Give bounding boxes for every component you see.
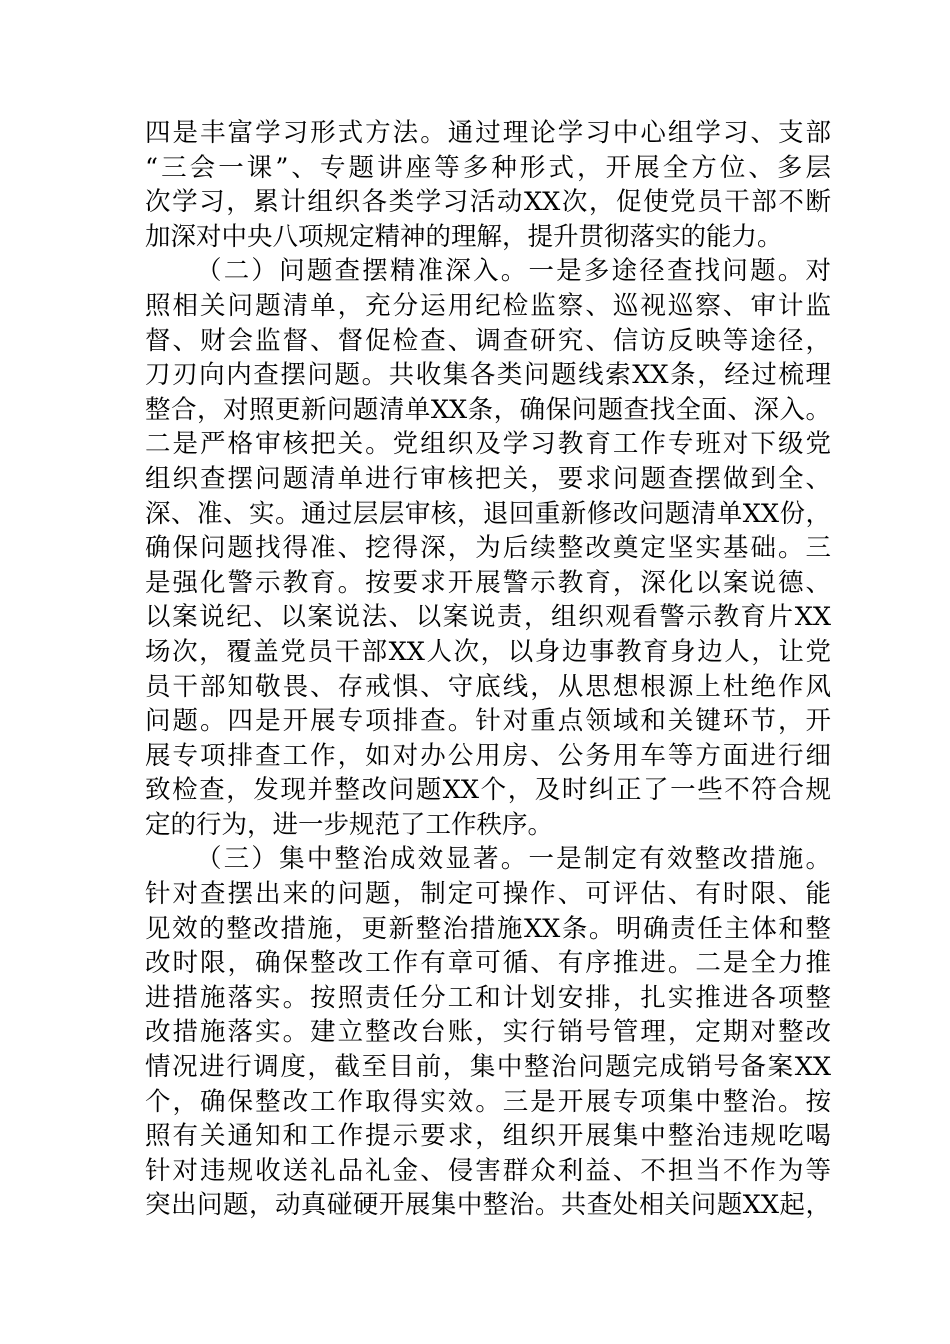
text-line: 整合，对照更新问题清单XX条，确保问题查找全面、深入。 (145, 394, 831, 425)
text-line: 情况进行调度，截至目前，集中整治问题完成销号备案XX (145, 1052, 831, 1083)
text-line: 见效的整改措施，更新整治措施XX条。明确责任主体和整 (145, 913, 831, 944)
text-line: 改时限，确保整改工作有章可循、有序推进。二是全力推 (145, 948, 831, 979)
text-line: 改措施落实。建立整改台账，实行销号管理，定期对整改 (145, 1017, 831, 1048)
text-line: 确保问题找得准、挖得深，为后续整改奠定坚实基础。三 (145, 533, 831, 564)
text-line: （三）集中整治成效显著。一是制定有效整改措施。 (196, 844, 831, 875)
text-line: 刀刃向内查摆问题。共收集各类问题线索XX条，经过梳理 (145, 360, 831, 391)
text-line: 定的行为，进一步规范了工作秩序。 (145, 809, 554, 840)
text-line: 四是丰富学习形式方法。通过理论学习中心组学习、支部 (145, 118, 831, 148)
text-line: 展专项排查工作，如对办公用房、公务用车等方面进行细 (145, 740, 831, 771)
text-line: 针对查摆出来的问题，制定可操作、可评估、有时限、能 (145, 879, 831, 910)
text-line: 督、财会监督、督促检查、调查研究、信访反映等途径， (145, 325, 831, 356)
text-line: 照有关通知和工作提示要求，组织开展集中整治违规吃喝 (145, 1121, 831, 1152)
text-line: 员干部知敬畏、存戒惧、守底线，从思想根源上杜绝作风 (145, 671, 831, 702)
text-line: （二）问题查摆精准深入。一是多途径查找问题。对 (196, 256, 831, 287)
text-line: 是强化警示教育。按要求开展警示教育，深化以案说德、 (145, 567, 831, 598)
text-line: 针对违规收送礼品礼金、侵害群众利益、不担当不作为等 (145, 1155, 831, 1186)
text-line: 进措施落实。按照责任分工和计划安排，扎实推进各项整 (145, 982, 831, 1013)
text-line: 深、准、实。通过层层审核，退回重新修改问题清单XX份， (145, 498, 831, 529)
text-line: 二是严格审核把关。党组织及学习教育工作专班对下级党 (145, 429, 831, 460)
text-line: “三会一课”、专题讲座等多种形式，开展全方位、多层 (145, 152, 831, 183)
text-line: 次学习，累计组织各类学习活动XX次，促使党员干部不断 (145, 187, 831, 218)
text-line: 致检查，发现并整改问题XX个，及时纠正了一些不符合规 (145, 775, 831, 806)
text-line: 加深对中央八项规定精神的理解，提升贯彻落实的能力。 (145, 221, 783, 252)
text-line: 问题。四是开展专项排查。针对重点领域和关键环节，开 (145, 706, 831, 737)
document-body (145, 116, 831, 1223)
text-line: 照相关问题清单，充分运用纪检监察、巡视巡察、审计监 (145, 290, 831, 321)
text-line: 组织查摆问题清单进行审核把关，要求问题查摆做到全、 (145, 463, 831, 494)
text-line: 个，确保整改工作取得实效。三是开展专项集中整治。按 (145, 1086, 831, 1117)
text-line: 以案说纪、以案说法、以案说责，组织观看警示教育片XX (145, 602, 831, 633)
text-line: 场次，覆盖党员干部XX人次，以身边事教育身边人，让党 (145, 636, 831, 667)
text-line: 突出问题，动真碰硬开展集中整治。共查处相关问题XX起， (145, 1190, 831, 1221)
